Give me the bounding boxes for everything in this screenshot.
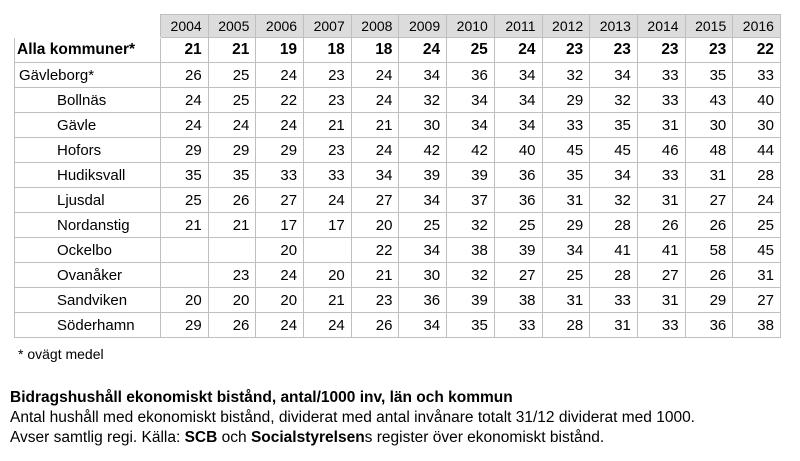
value-cell: 24 <box>256 263 304 288</box>
value-cell: 33 <box>733 63 781 88</box>
value-cell: 42 <box>399 138 447 163</box>
value-cell <box>304 238 352 263</box>
year-header: 2007 <box>304 15 352 38</box>
value-cell: 35 <box>447 313 495 338</box>
value-cell: 36 <box>685 313 733 338</box>
value-cell: 39 <box>399 163 447 188</box>
value-cell: 21 <box>161 213 209 238</box>
value-cell: 25 <box>208 88 256 113</box>
value-cell: 44 <box>733 138 781 163</box>
value-cell: 25 <box>399 213 447 238</box>
value-cell: 33 <box>590 288 638 313</box>
row-label: Hudiksvall <box>15 163 161 188</box>
caption-source-prefix: Avser samtlig regi. Källa: <box>10 429 185 446</box>
value-cell: 41 <box>590 238 638 263</box>
caption-source-mid: och <box>217 429 251 446</box>
value-cell: 45 <box>542 138 590 163</box>
value-cell: 29 <box>161 313 209 338</box>
value-cell: 23 <box>304 138 352 163</box>
value-cell: 29 <box>542 88 590 113</box>
value-cell: 34 <box>447 88 495 113</box>
value-cell: 20 <box>304 263 352 288</box>
value-cell: 36 <box>447 63 495 88</box>
value-cell: 40 <box>494 138 542 163</box>
value-cell: 19 <box>256 38 304 63</box>
value-cell: 34 <box>399 63 447 88</box>
value-cell: 27 <box>494 263 542 288</box>
value-cell <box>161 263 209 288</box>
year-header: 2010 <box>447 15 495 38</box>
value-cell: 25 <box>733 213 781 238</box>
row-label: Bollnäs <box>15 88 161 113</box>
value-cell: 35 <box>161 163 209 188</box>
value-cell: 38 <box>733 313 781 338</box>
value-cell: 34 <box>494 88 542 113</box>
value-cell: 31 <box>590 313 638 338</box>
value-cell: 34 <box>447 113 495 138</box>
value-cell: 24 <box>208 113 256 138</box>
value-cell: 34 <box>351 163 399 188</box>
value-cell: 23 <box>685 38 733 63</box>
value-cell: 33 <box>542 113 590 138</box>
value-cell: 24 <box>304 188 352 213</box>
value-cell: 41 <box>637 238 685 263</box>
value-cell: 34 <box>542 238 590 263</box>
value-cell: 26 <box>637 213 685 238</box>
value-cell: 34 <box>590 163 638 188</box>
row-label: Ovanåker <box>15 263 161 288</box>
value-cell: 22 <box>256 88 304 113</box>
value-cell: 32 <box>399 88 447 113</box>
value-cell: 31 <box>637 288 685 313</box>
row-label: Ljusdal <box>15 188 161 213</box>
value-cell: 31 <box>542 288 590 313</box>
value-cell: 30 <box>733 113 781 138</box>
table-row <box>15 63 781 88</box>
statistics-table <box>14 14 781 338</box>
year-header: 2015 <box>685 15 733 38</box>
value-cell: 25 <box>447 38 495 63</box>
value-cell: 24 <box>256 113 304 138</box>
caption-source-suffix: s register över ekonomiskt bistånd. <box>364 429 605 446</box>
caption <box>10 388 800 448</box>
value-cell: 25 <box>161 188 209 213</box>
value-cell: 34 <box>590 63 638 88</box>
value-cell: 20 <box>256 288 304 313</box>
value-cell: 27 <box>256 188 304 213</box>
value-cell: 28 <box>542 313 590 338</box>
table-row <box>15 288 781 313</box>
value-cell: 35 <box>685 63 733 88</box>
value-cell: 21 <box>208 213 256 238</box>
table-body <box>15 38 781 338</box>
caption-source <box>10 428 800 448</box>
value-cell: 24 <box>256 313 304 338</box>
value-cell: 34 <box>494 113 542 138</box>
value-cell: 18 <box>304 38 352 63</box>
value-cell: 20 <box>208 288 256 313</box>
value-cell: 31 <box>637 188 685 213</box>
header-corner <box>15 15 161 38</box>
value-cell: 33 <box>637 63 685 88</box>
value-cell: 21 <box>208 38 256 63</box>
year-header: 2014 <box>637 15 685 38</box>
table-row <box>15 138 781 163</box>
value-cell: 30 <box>399 263 447 288</box>
value-cell: 31 <box>685 163 733 188</box>
table-row <box>15 188 781 213</box>
year-header: 2005 <box>208 15 256 38</box>
year-header: 2008 <box>351 15 399 38</box>
value-cell: 24 <box>304 313 352 338</box>
value-cell: 21 <box>161 38 209 63</box>
value-cell: 29 <box>208 138 256 163</box>
value-cell: 33 <box>304 163 352 188</box>
value-cell: 26 <box>161 63 209 88</box>
value-cell: 33 <box>637 313 685 338</box>
caption-title: Bidragshushåll ekonomiskt bistånd, antal/1000 inv, län och kommun <box>10 389 513 406</box>
value-cell: 40 <box>733 88 781 113</box>
value-cell: 22 <box>733 38 781 63</box>
value-cell: 24 <box>351 63 399 88</box>
value-cell: 27 <box>351 188 399 213</box>
value-cell: 25 <box>542 263 590 288</box>
value-cell: 38 <box>447 238 495 263</box>
value-cell: 23 <box>208 263 256 288</box>
value-cell: 26 <box>685 213 733 238</box>
table-row <box>15 163 781 188</box>
year-header: 2009 <box>399 15 447 38</box>
value-cell: 39 <box>447 288 495 313</box>
value-cell: 27 <box>733 288 781 313</box>
value-cell: 45 <box>733 238 781 263</box>
value-cell: 38 <box>494 288 542 313</box>
value-cell: 39 <box>447 163 495 188</box>
table-row <box>15 38 781 63</box>
table-row <box>15 88 781 113</box>
value-cell: 23 <box>351 288 399 313</box>
row-label: Alla kommuner* <box>15 38 161 63</box>
value-cell: 24 <box>351 138 399 163</box>
value-cell: 24 <box>351 88 399 113</box>
year-header: 2004 <box>161 15 209 38</box>
value-cell: 35 <box>208 163 256 188</box>
value-cell: 32 <box>542 63 590 88</box>
value-cell: 23 <box>637 38 685 63</box>
value-cell: 24 <box>494 38 542 63</box>
value-cell: 31 <box>542 188 590 213</box>
table-row <box>15 213 781 238</box>
value-cell: 28 <box>590 213 638 238</box>
value-cell: 29 <box>542 213 590 238</box>
table-row <box>15 113 781 138</box>
value-cell: 24 <box>256 63 304 88</box>
value-cell: 33 <box>256 163 304 188</box>
footnote: * ovägt medel <box>18 346 104 362</box>
value-cell: 33 <box>494 313 542 338</box>
value-cell: 24 <box>161 88 209 113</box>
value-cell: 23 <box>304 88 352 113</box>
value-cell: 32 <box>447 213 495 238</box>
value-cell: 18 <box>351 38 399 63</box>
value-cell: 21 <box>304 113 352 138</box>
value-cell: 20 <box>351 213 399 238</box>
value-cell: 27 <box>685 188 733 213</box>
value-cell: 31 <box>637 113 685 138</box>
table-row <box>15 313 781 338</box>
value-cell: 17 <box>256 213 304 238</box>
value-cell: 21 <box>351 263 399 288</box>
value-cell: 32 <box>590 88 638 113</box>
row-label: Gävleborg* <box>15 63 161 88</box>
row-label: Ockelbo <box>15 238 161 263</box>
source-socialstyrelsen: Socialstyrelsen <box>250 429 365 446</box>
row-label: Söderhamn <box>15 313 161 338</box>
value-cell: 23 <box>304 63 352 88</box>
value-cell: 33 <box>637 88 685 113</box>
value-cell: 25 <box>494 213 542 238</box>
value-cell: 30 <box>399 113 447 138</box>
header-row <box>15 15 781 38</box>
value-cell: 33 <box>637 163 685 188</box>
value-cell <box>208 238 256 263</box>
value-cell: 17 <box>304 213 352 238</box>
row-label: Gävle <box>15 113 161 138</box>
value-cell: 20 <box>256 238 304 263</box>
year-header: 2016 <box>733 15 781 38</box>
value-cell: 45 <box>590 138 638 163</box>
value-cell: 37 <box>447 188 495 213</box>
value-cell: 26 <box>208 313 256 338</box>
value-cell: 20 <box>161 288 209 313</box>
value-cell: 24 <box>161 113 209 138</box>
value-cell: 36 <box>494 188 542 213</box>
value-cell: 36 <box>399 288 447 313</box>
row-label: Nordanstig <box>15 213 161 238</box>
value-cell: 23 <box>590 38 638 63</box>
value-cell: 23 <box>542 38 590 63</box>
value-cell: 58 <box>685 238 733 263</box>
row-label: Sandviken <box>15 288 161 313</box>
value-cell: 21 <box>351 113 399 138</box>
value-cell: 34 <box>399 313 447 338</box>
value-cell: 24 <box>399 38 447 63</box>
year-header: 2013 <box>590 15 638 38</box>
value-cell: 46 <box>637 138 685 163</box>
value-cell: 28 <box>590 263 638 288</box>
value-cell: 35 <box>590 113 638 138</box>
value-cell: 35 <box>542 163 590 188</box>
value-cell: 31 <box>733 263 781 288</box>
table-row <box>15 238 781 263</box>
value-cell: 34 <box>399 238 447 263</box>
value-cell: 24 <box>733 188 781 213</box>
value-cell: 25 <box>208 63 256 88</box>
year-header: 2006 <box>256 15 304 38</box>
value-cell: 42 <box>447 138 495 163</box>
value-cell: 27 <box>637 263 685 288</box>
value-cell: 32 <box>447 263 495 288</box>
value-cell: 26 <box>685 263 733 288</box>
value-cell: 36 <box>494 163 542 188</box>
value-cell: 29 <box>685 288 733 313</box>
source-scb: SCB <box>184 429 218 446</box>
value-cell: 22 <box>351 238 399 263</box>
year-header: 2012 <box>542 15 590 38</box>
value-cell: 39 <box>494 238 542 263</box>
value-cell: 29 <box>256 138 304 163</box>
value-cell: 28 <box>733 163 781 188</box>
value-cell: 43 <box>685 88 733 113</box>
year-header: 2011 <box>494 15 542 38</box>
value-cell: 34 <box>494 63 542 88</box>
table-row <box>15 263 781 288</box>
value-cell: 21 <box>304 288 352 313</box>
value-cell: 34 <box>399 188 447 213</box>
value-cell: 26 <box>208 188 256 213</box>
value-cell <box>161 238 209 263</box>
value-cell: 26 <box>351 313 399 338</box>
value-cell: 32 <box>590 188 638 213</box>
value-cell: 30 <box>685 113 733 138</box>
row-label: Hofors <box>15 138 161 163</box>
value-cell: 48 <box>685 138 733 163</box>
value-cell: 29 <box>161 138 209 163</box>
caption-description: Antal hushåll med ekonomiskt bistånd, dividerat med antal invånare totalt 31/12 dividerat med 1000. <box>10 409 695 426</box>
